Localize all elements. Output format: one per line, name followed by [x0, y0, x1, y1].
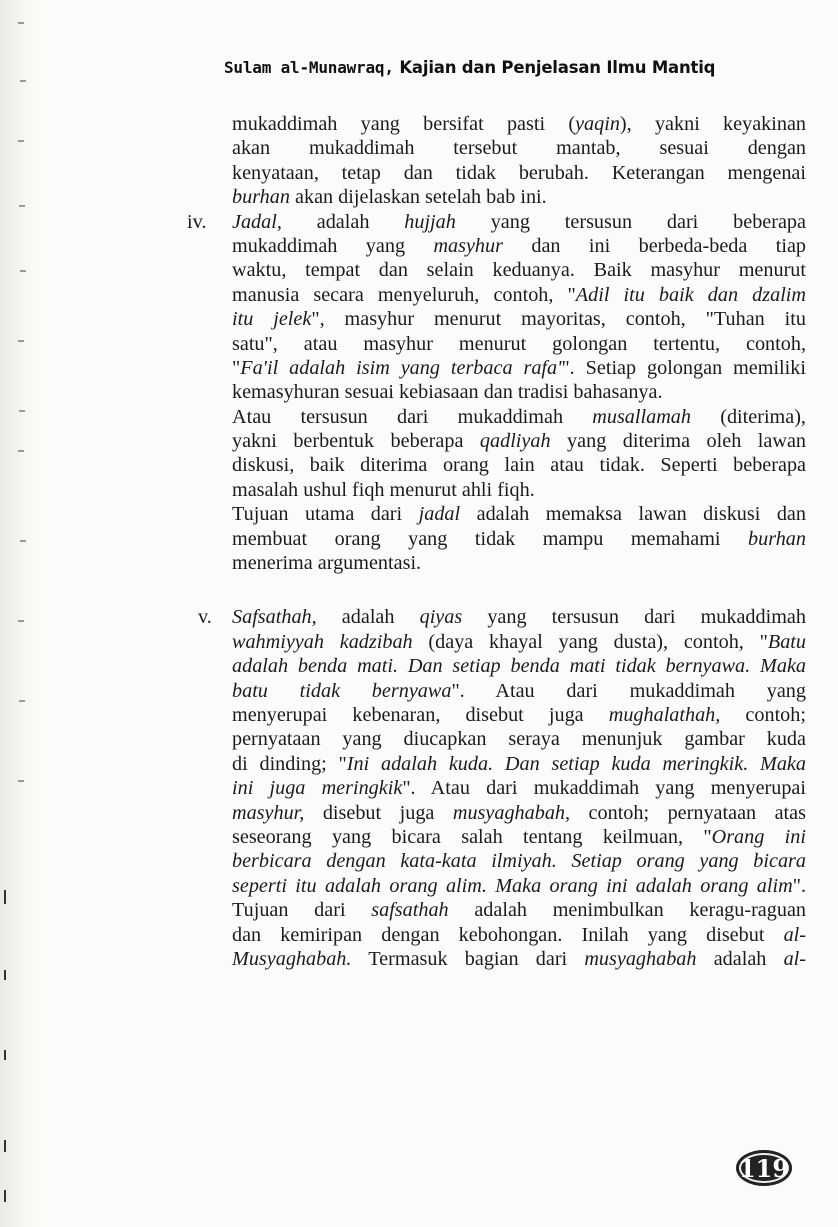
- text-line: itu jelek", masyhur menurut mayoritas, contoh, "Tuhan itu: [232, 308, 806, 331]
- text-line: kemasyhuran sesuai kebiasaan dan tradisi bahasanya.: [232, 381, 663, 404]
- text-line: batu tidak bernyawa". Atau dari mukaddimah yang: [232, 679, 806, 702]
- page-body: [0, 112, 838, 971]
- text-line: membuat orang yang tidak mampu memahami burhan: [232, 527, 806, 550]
- text-line: masyhur, disebut juga musyaghabah, contoh; pernyataan atas: [232, 801, 806, 824]
- scan-mark: [18, 22, 24, 24]
- text-line: yakni berbentuk beberapa qadliyah yang diterima oleh lawan: [232, 430, 807, 453]
- text-line: Atau tersusun dari mukaddimah musallamah (diterima),: [232, 405, 806, 428]
- scan-mark: [4, 1050, 6, 1060]
- text-line: seseorang yang bicara salah tentang keilmuan, "Orang ini: [232, 825, 806, 848]
- text-line: masalah ushul fiqh menurut ahli fiqh.: [232, 478, 535, 501]
- text-line: mukaddimah yang bersifat pasti (yaqin), yakni keyakinan: [232, 113, 807, 135]
- text-line: "Fa'il adalah isim yang terbaca rafa'". Setiap golongan memiliki: [232, 356, 806, 379]
- text-line: mukaddimah yang masyhur dan ini berbeda-beda tiap: [232, 234, 806, 257]
- header-title-part: Kajian dan Penjelasan Ilmu Mantiq: [393, 58, 716, 77]
- text-line: ini juga meringkik". Atau dari mukaddimah yang menyerupai: [232, 777, 807, 800]
- paragraph-gap: [0, 575, 838, 605]
- text-line: Safsathah, adalah qiyas yang tersusun dari mukaddimah: [232, 606, 806, 629]
- text-line: menyerupai kebenaran, disebut juga mughalathah, contoh;: [232, 703, 806, 726]
- text-line: Musyaghabah. Termasuk bagian dari musyaghabah adalah al-: [232, 947, 806, 970]
- text-line: pernyataan yang diucapkan seraya menunjuk gambar kuda: [232, 728, 806, 751]
- list-number: v.: [198, 606, 212, 629]
- scan-mark: [4, 1190, 6, 1202]
- list-item-iv: [0, 210, 806, 576]
- text-line: wahmiyyah kadzibah (daya khayal yang dusta), contoh, "Batu: [232, 630, 807, 653]
- scan-mark: [20, 80, 26, 82]
- scan-mark: [4, 1140, 6, 1152]
- text-line: berbicara dengan kata-kata ilmiyah. Setiap orang yang bicara: [232, 850, 806, 873]
- text-line: akan mukaddimah tersebut mantab, sesuai dengan: [232, 137, 806, 160]
- header-title-part: Sulam al-Munawraq,: [224, 58, 394, 77]
- text-line: Tujuan dari safsathah adalah menimbulkan keragu-raguan: [232, 899, 806, 922]
- text-line: waktu, tempat dan selain keduanya. Baik masyhur menurut: [232, 259, 806, 282]
- text-line: di dinding; "Ini adalah kuda. Dan setiap kuda meringkik. Maka: [232, 752, 806, 775]
- text-line: manusia secara menyeluruh, contoh, "Adil itu baik dan dzalim: [232, 283, 806, 306]
- text-line: satu", atau masyhur menurut golongan tertentu, contoh,: [232, 332, 806, 355]
- scan-mark: [4, 970, 6, 980]
- paragraph-continuation: [0, 112, 806, 210]
- text-line: diskusi, baik diterima orang lain atau tidak. Seperti beberapa: [232, 454, 806, 477]
- text-line: seperti itu adalah orang alim. Maka orang ini adalah orang alim".: [232, 874, 806, 897]
- text-line: Tujuan utama dari jadal adalah memaksa lawan diskusi dan: [232, 503, 806, 526]
- running-header: [224, 58, 784, 77]
- text-line: dan kemiripan dengan kebohongan. Inilah yang disebut al-: [232, 923, 806, 946]
- text-line: adalah benda mati. Dan setiap benda mati tidak bernyawa. Maka: [232, 655, 806, 678]
- text-line: kenyataan, tetap dan tidak berubah. Keterangan mengenai: [232, 161, 806, 184]
- page-number-badge: 119: [736, 1150, 792, 1186]
- text-line: menerima argumentasi.: [232, 552, 422, 575]
- text-line: burhan akan dijelaskan setelah bab ini.: [232, 186, 547, 209]
- list-number: iv.: [187, 210, 207, 233]
- text-line: Jadal, adalah hujjah yang tersusun dari beberapa: [232, 210, 806, 233]
- list-item-v: [0, 605, 806, 971]
